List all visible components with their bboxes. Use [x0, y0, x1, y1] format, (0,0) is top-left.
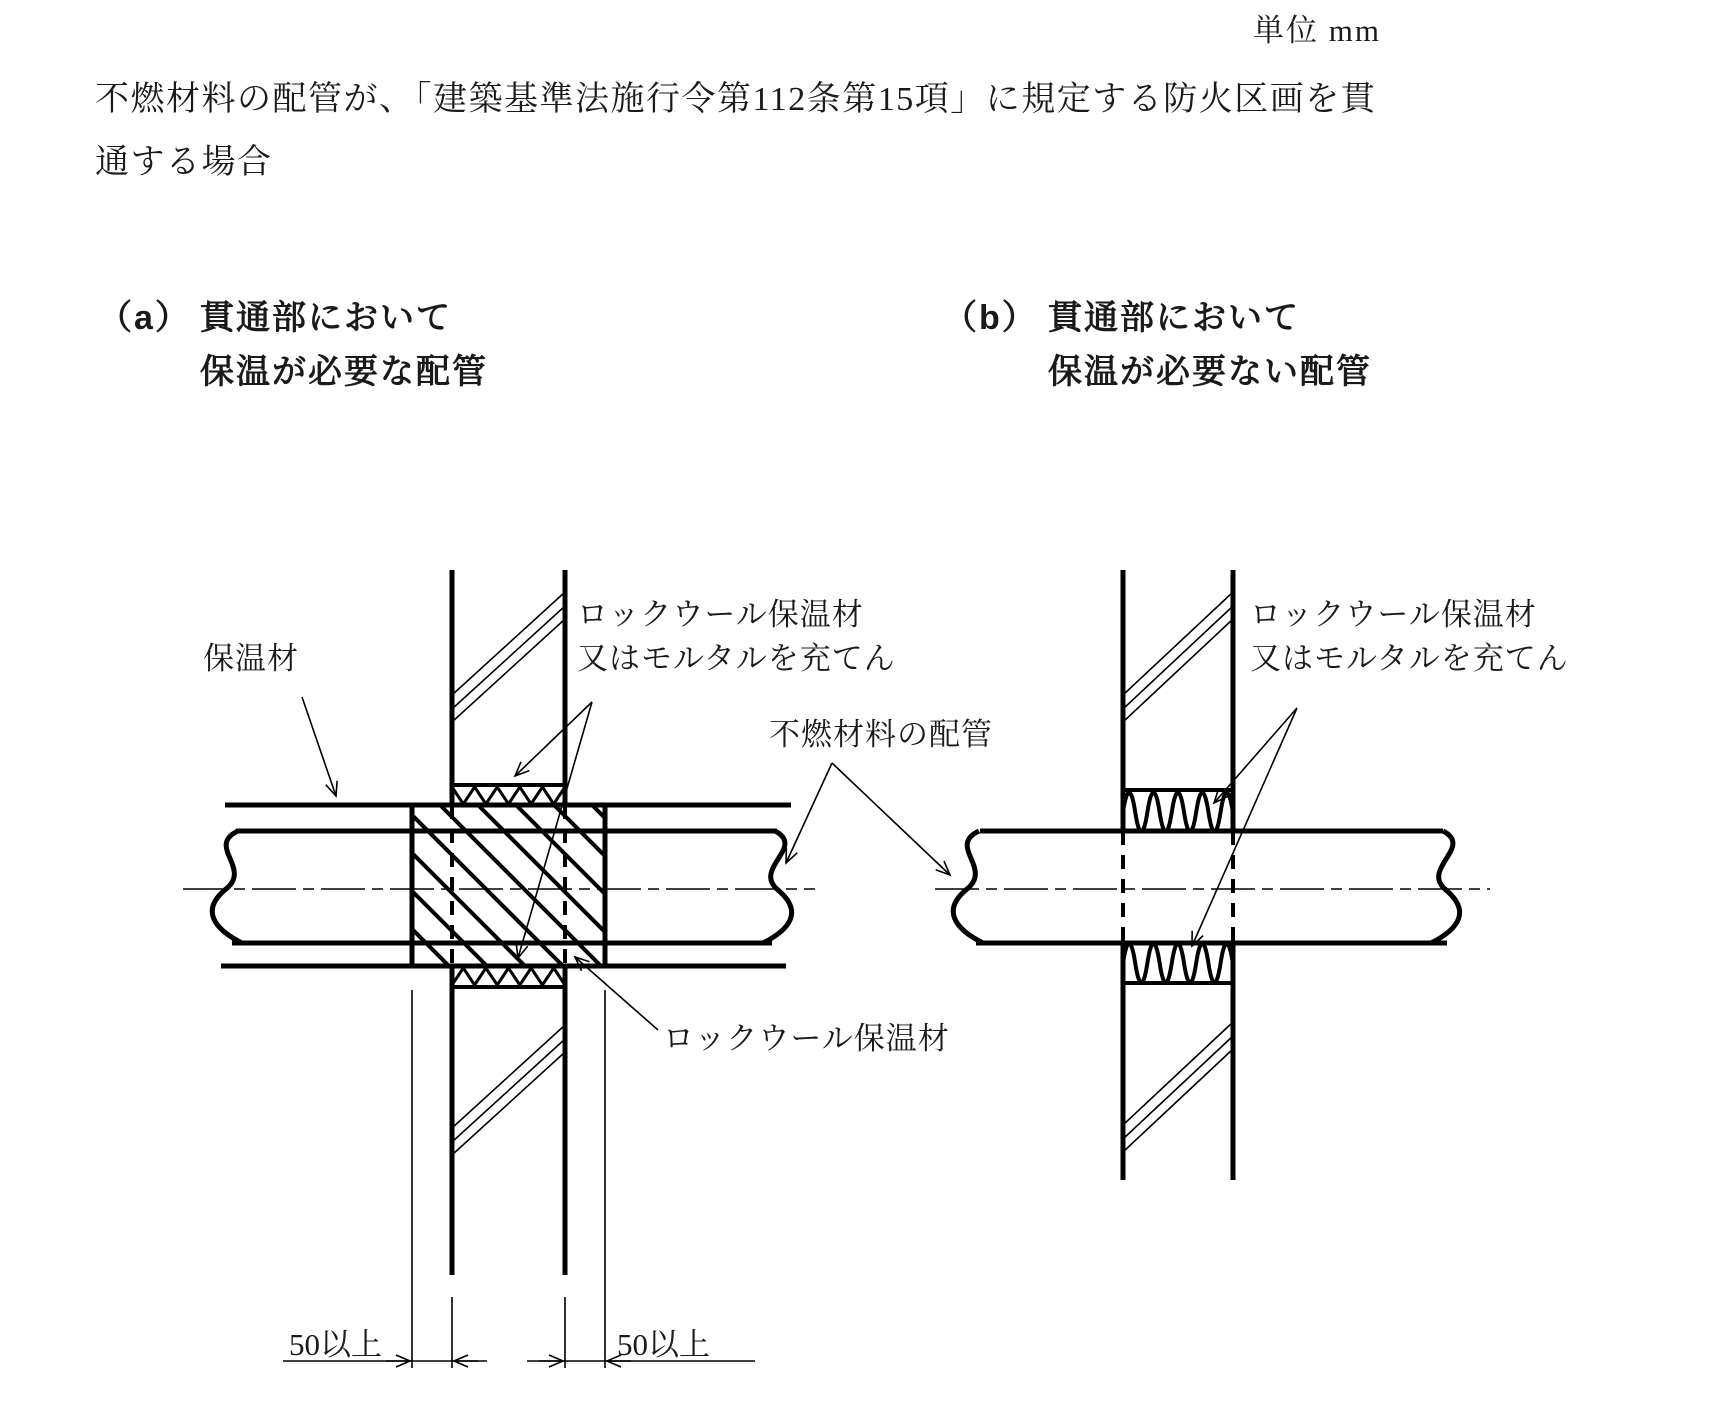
label-insulation-a: 保温材: [203, 641, 299, 676]
wall-hatch-b: [1123, 592, 1233, 1152]
leaders-b: [1192, 708, 1297, 946]
intro-line-2: 通する場合: [95, 144, 273, 181]
figure-a-tag: （a）: [98, 299, 191, 337]
label-fill-a-line2: 又はモルタルを充てん: [577, 641, 896, 676]
figure-b-title-line1: 貫通部において: [1048, 299, 1300, 337]
opening-lines-b: [1123, 790, 1233, 983]
figure-b-title-line2: 保温が必要ない配管: [1048, 353, 1372, 391]
dimension-text-left: 50以上: [289, 1327, 382, 1362]
wall-a: [452, 570, 565, 1275]
figure-a-title-line2: 保温が必要な配管: [200, 353, 488, 391]
leader-pipe-b: [832, 763, 950, 875]
leader-fill-top-b: [1214, 708, 1297, 803]
leader-pipe-a: [786, 763, 832, 863]
dimension-text-right: 50以上: [617, 1327, 710, 1362]
rockwool-zigzag-top-b: [1123, 793, 1233, 832]
leaders-pipe-label: [786, 763, 950, 875]
rockwool-zigzag-top-a: [452, 785, 565, 804]
label-fill-b-line1: ロックウール保温材: [1250, 597, 1537, 632]
extension-lines: [412, 990, 605, 1368]
rockwool-zigzag-bottom-b: [1123, 944, 1233, 983]
label-fill-a-line1: ロックウール保温材: [577, 597, 864, 632]
label-fill-b-line2: 又はモルタルを充てん: [1250, 641, 1569, 676]
pipe-break-left-b: [953, 831, 983, 943]
label-rockwool-a: ロックウール保温材: [663, 1021, 950, 1056]
leader-fill-top: [515, 702, 592, 776]
intro-line-1: 不燃材料の配管が、「建築基準法施行令第112条第15項」に規定する防火区画を貫: [95, 81, 1377, 118]
pipe-break-right-a: [763, 831, 792, 943]
unit-label: 単位 mm: [1253, 13, 1381, 48]
figure-a-title-line1: 貫通部において: [200, 299, 452, 337]
pipe-break-right-b: [1431, 831, 1460, 943]
pipe-break-left-a: [212, 831, 242, 943]
label-pipe: 不燃材料の配管: [769, 717, 993, 752]
leader-fill-bottom-b: [1192, 708, 1297, 946]
figure-b-tag: （b）: [943, 299, 1038, 337]
leader-insulation: [302, 697, 336, 796]
pipe-b: [953, 831, 1459, 943]
figure-a-drawing: [183, 570, 815, 1368]
rockwool-zigzag-bottom-a: [452, 968, 565, 987]
